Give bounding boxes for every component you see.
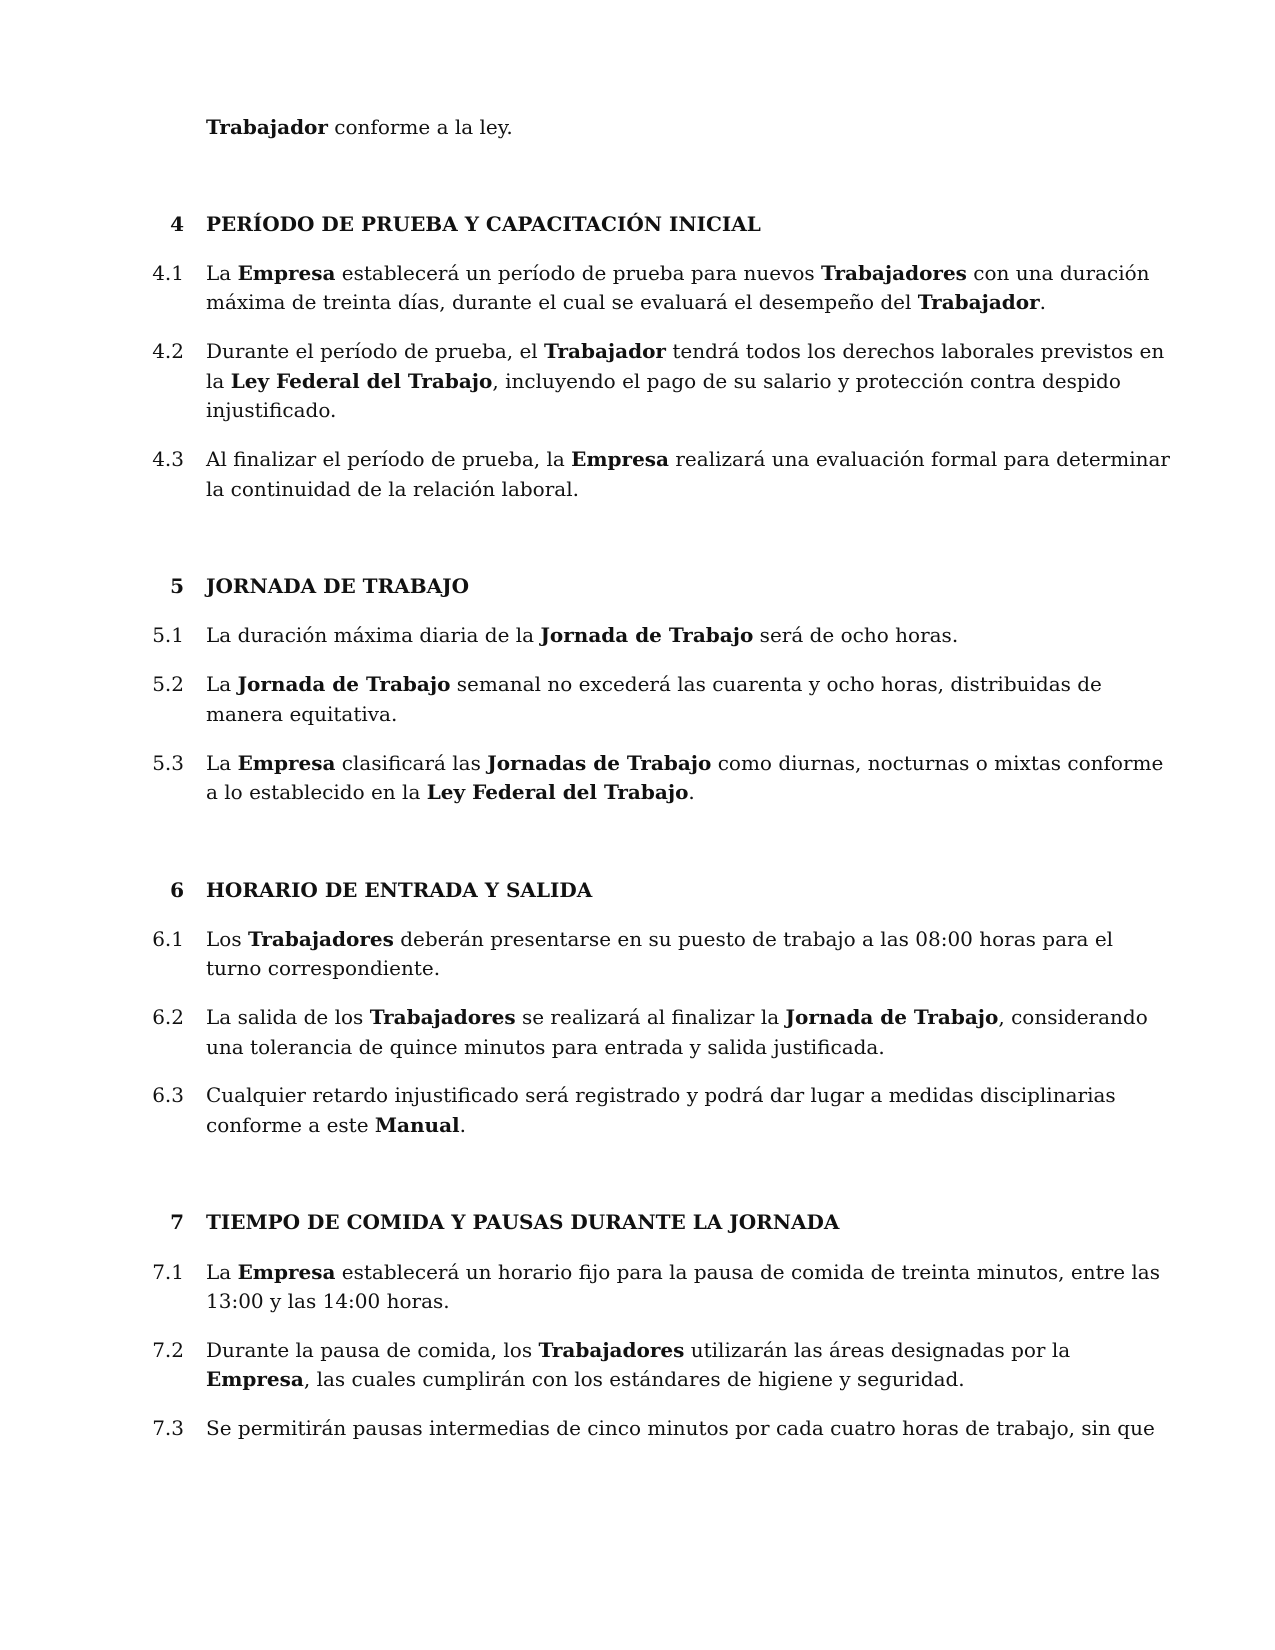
text-run: establecerá un período de prueba para nuevos bbox=[335, 261, 822, 285]
text-run: máxima de treinta días, durante el cual se evaluará el desempeño del bbox=[206, 290, 918, 314]
text-run: , incluyendo el pago de su salario y protección contra despido bbox=[492, 369, 1121, 393]
text-run: La bbox=[206, 672, 238, 696]
text-run: La duración máxima diaria de la bbox=[206, 623, 541, 647]
section-title: TIEMPO DE COMIDA Y PAUSAS DURANTE LA JORNADA bbox=[206, 1210, 840, 1234]
clause-line bbox=[206, 1110, 466, 1140]
clause-number: 6.1 bbox=[152, 927, 184, 951]
clause-line bbox=[206, 924, 1113, 954]
defined-term: Manual bbox=[374, 1113, 460, 1137]
text-run: como diurnas, nocturnas o mixtas conforme bbox=[711, 751, 1164, 775]
defined-term: Empresa bbox=[571, 447, 670, 471]
text-run: se realizará al finalizar la bbox=[515, 1005, 786, 1029]
text-run: Los bbox=[206, 927, 248, 951]
defined-term: Ley Federal del Trabajo bbox=[230, 369, 493, 393]
defined-term: Trabajador bbox=[544, 339, 666, 363]
clause-number: 7.3 bbox=[152, 1416, 184, 1440]
section-number: 5 bbox=[170, 574, 184, 598]
section-title: JORNADA DE TRABAJO bbox=[206, 574, 470, 598]
text-run: establecerá un horario fijo para la pausa de comida de treinta minutos, entre las bbox=[335, 1260, 1160, 1284]
clause-line: la continuidad de la relación laboral. bbox=[206, 477, 579, 501]
clause-line bbox=[206, 366, 1121, 396]
clause-line: una tolerancia de quince minutos para entrada y salida justificada. bbox=[206, 1035, 885, 1059]
text-run: La salida de los bbox=[206, 1005, 370, 1029]
clause-number: 4.1 bbox=[152, 261, 184, 285]
clause-line bbox=[206, 777, 695, 807]
section-title: HORARIO DE ENTRADA Y SALIDA bbox=[206, 878, 593, 902]
text-run: clasificará las bbox=[335, 751, 488, 775]
clause-number: 7.1 bbox=[152, 1260, 184, 1284]
defined-term: Ley Federal del Trabajo bbox=[426, 780, 689, 804]
text-run: La bbox=[206, 1260, 238, 1284]
section-title: PERÍODO DE PRUEBA Y CAPACITACIÓN INICIAL bbox=[206, 212, 761, 236]
clause-number: 6.3 bbox=[152, 1083, 184, 1107]
clause-line: Cualquier retardo injustificado será registrado y podrá dar lugar a medidas disciplinarias bbox=[206, 1083, 1116, 1107]
text-run: será de ocho horas. bbox=[753, 623, 959, 647]
text-run: semanal no excederá las cuarenta y ocho horas, distribuidas de bbox=[450, 672, 1102, 696]
text-run: conforme a la ley. bbox=[327, 115, 513, 139]
defined-term: Jornada de Trabajo bbox=[237, 672, 451, 696]
text-run: La bbox=[206, 751, 238, 775]
defined-term: Trabajador bbox=[917, 290, 1040, 314]
clause-line: manera equitativa. bbox=[206, 702, 398, 726]
clause-number: 6.2 bbox=[152, 1005, 184, 1029]
defined-term: Trabajadores bbox=[369, 1005, 516, 1029]
defined-term: Trabajadores bbox=[538, 1338, 685, 1362]
text-run: La bbox=[206, 261, 238, 285]
text-run: utilizarán las áreas designadas por la bbox=[684, 1338, 1071, 1362]
clause-line: 13:00 y las 14:00 horas. bbox=[206, 1289, 450, 1313]
section-number: 7 bbox=[170, 1210, 184, 1234]
clause-line bbox=[206, 1257, 1160, 1287]
text-run: a lo establecido en la bbox=[206, 780, 427, 804]
text-run: . bbox=[688, 780, 695, 804]
text-run: Durante el período de prueba, el bbox=[206, 339, 545, 363]
clause-line bbox=[206, 1364, 965, 1394]
text-run: , las cuales cumplirán con los estándares de higiene y seguridad. bbox=[303, 1367, 965, 1391]
text-run: . bbox=[1039, 290, 1047, 314]
text-run: con una duración bbox=[966, 261, 1150, 285]
text-run: deberán presentarse en su puesto de trabajo a las 08:00 horas para el bbox=[393, 927, 1114, 951]
clause-line: turno correspondiente. bbox=[206, 956, 441, 980]
defined-term: Empresa bbox=[206, 1367, 304, 1391]
clause-line bbox=[206, 336, 1164, 366]
clause-line: Se permitirán pausas intermedias de cinco minutos por cada cuatro horas de trabajo, sin que bbox=[206, 1416, 1155, 1440]
clause-line bbox=[206, 669, 1102, 699]
defined-term: Empresa bbox=[237, 751, 336, 775]
defined-term: Trabajadores bbox=[247, 927, 394, 951]
defined-term: Jornada de Trabajo bbox=[785, 1005, 999, 1029]
intro-line bbox=[206, 112, 513, 142]
clause-number: 5.2 bbox=[152, 672, 184, 696]
clause-line: injustificado. bbox=[206, 398, 337, 422]
clause-number: 4.3 bbox=[152, 447, 184, 471]
clause-number: 5.3 bbox=[152, 751, 184, 775]
clause-line bbox=[206, 1335, 1070, 1365]
clause-number: 4.2 bbox=[152, 339, 184, 363]
text-run: la bbox=[206, 369, 231, 393]
defined-term: Trabajador bbox=[206, 115, 328, 139]
text-run: realizará una evaluación formal para determinar bbox=[669, 447, 1170, 471]
text-run: conforme a este bbox=[206, 1113, 375, 1137]
text-run: Al finalizar el período de prueba, la bbox=[206, 447, 572, 471]
section-number: 6 bbox=[170, 878, 184, 902]
clause-line bbox=[206, 1002, 1148, 1032]
clause-line bbox=[206, 258, 1150, 288]
defined-term: Jornadas de Trabajo bbox=[487, 751, 712, 775]
text-run: , considerando bbox=[998, 1005, 1148, 1029]
defined-term: Jornada de Trabajo bbox=[540, 623, 754, 647]
text-run: tendrá todos los derechos laborales previstos en bbox=[665, 339, 1165, 363]
section-number: 4 bbox=[170, 212, 184, 236]
defined-term: Empresa bbox=[237, 261, 336, 285]
clause-line bbox=[206, 287, 1046, 317]
clause-number: 7.2 bbox=[152, 1338, 184, 1362]
clause-number: 5.1 bbox=[152, 623, 184, 647]
text-run: . bbox=[459, 1113, 467, 1137]
clause-line bbox=[206, 444, 1170, 474]
clause-line bbox=[206, 620, 958, 650]
defined-term: Empresa bbox=[237, 1260, 336, 1284]
text-run: Durante la pausa de comida, los bbox=[206, 1338, 539, 1362]
clause-line bbox=[206, 748, 1163, 778]
defined-term: Trabajadores bbox=[821, 261, 967, 285]
